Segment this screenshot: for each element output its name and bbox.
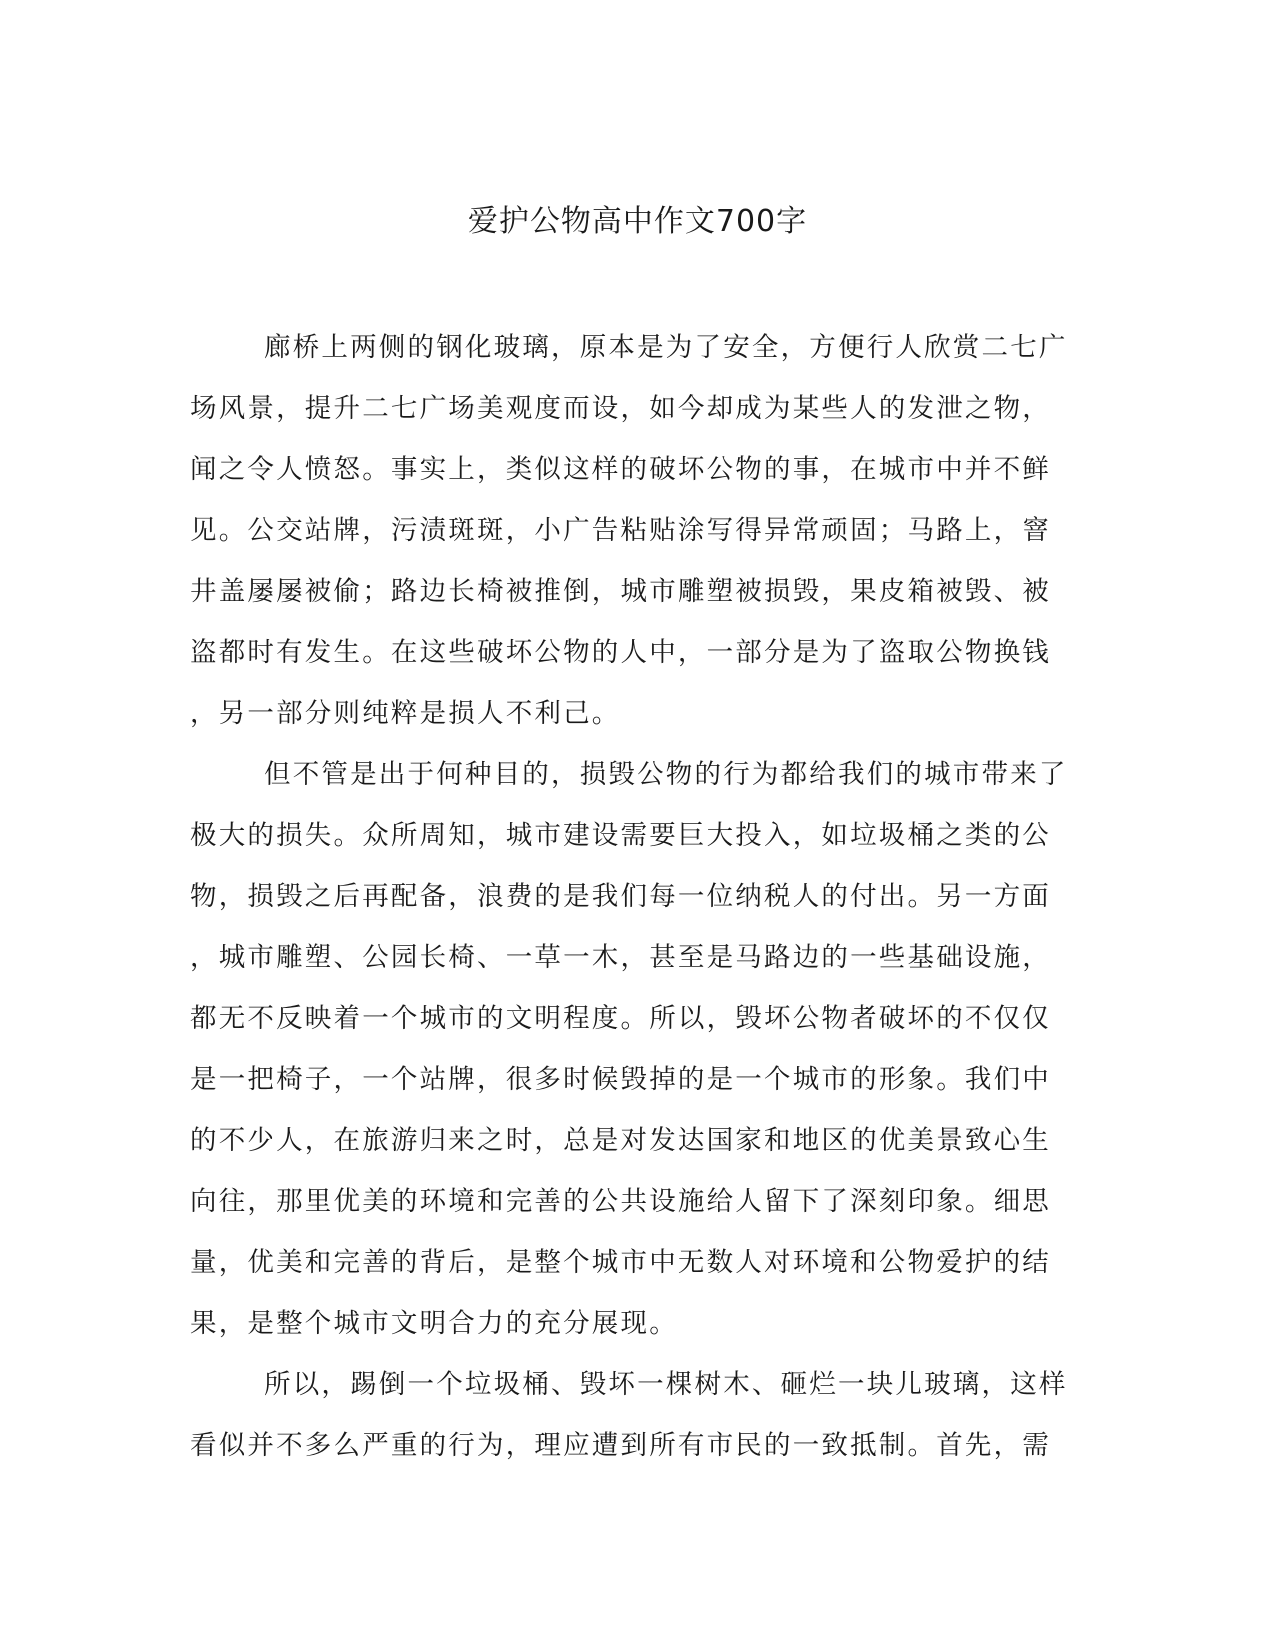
paragraph-2-line-3: 物，损毁之后再配备，浪费的是我们每一位纳税人的付出。另一方面 (190, 881, 1051, 912)
paragraph-1-line-4: 见。公交站牌，污渍斑斑，小广告粘贴涂写得异常顽固；马路上，窨 (190, 515, 1051, 546)
paragraph-2-line-5: 都无不反映着一个城市的文明程度。所以，毁坏公物者破坏的不仅仅 (190, 1003, 1051, 1034)
paragraph-2-line-7: 的不少人，在旅游归来之时，总是对发达国家和地区的优美景致心生 (190, 1125, 1051, 1156)
paragraph-2-line-6: 是一把椅子，一个站牌，很多时候毁掉的是一个城市的形象。我们中 (190, 1064, 1051, 1095)
paragraph-2-line-10: 果，是整个城市文明合力的充分展现。 (190, 1308, 678, 1339)
document-body (190, 329, 1080, 1488)
paragraph-2-line-1: 但不管是出于何种目的，损毁公物的行为都给我们的城市带来了 (264, 759, 1068, 790)
paragraph-1-line-3: 闻之令人愤怒。事实上，类似这样的破坏公物的事，在城市中并不鲜 (190, 454, 1051, 485)
document-title: 爱护公物高中作文700字 (467, 204, 808, 239)
paragraph-3-line-1: 所以，踢倒一个垃圾桶、毁坏一棵树木、砸烂一块儿玻璃，这样 (264, 1369, 1068, 1400)
paragraph-1-line-5: 井盖屡屡被偷；路边长椅被推倒，城市雕塑被损毁，果皮箱被毁、被 (190, 576, 1051, 607)
paragraph-2-line-4: ，城市雕塑、公园长椅、一草一木，甚至是马路边的一些基础设施， (190, 942, 1051, 973)
paragraph-1-line-2: 场风景，提升二七广场美观度而设，如今却成为某些人的发泄之物， (190, 393, 1051, 424)
paragraph-2-line-2: 极大的损失。众所周知，城市建设需要巨大投入，如垃圾桶之类的公 (190, 820, 1051, 851)
paragraph-2-line-8: 向往，那里优美的环境和完善的公共设施给人留下了深刻印象。细思 (190, 1186, 1051, 1217)
paragraph-2-line-9: 量，优美和完善的背后，是整个城市中无数人对环境和公物爱护的结 (190, 1247, 1051, 1278)
paragraph-1-line-6: 盗都时有发生。在这些破坏公物的人中，一部分是为了盗取公物换钱 (190, 637, 1051, 668)
paragraph-1-line-1: 廊桥上两侧的钢化玻璃，原本是为了安全，方便行人欣赏二七广 (264, 332, 1068, 363)
paragraph-3-line-2: 看似并不多么严重的行为，理应遭到所有市民的一致抵制。首先，需 (190, 1430, 1051, 1461)
paragraph-1-line-7: ，另一部分则纯粹是损人不利己。 (190, 698, 621, 729)
